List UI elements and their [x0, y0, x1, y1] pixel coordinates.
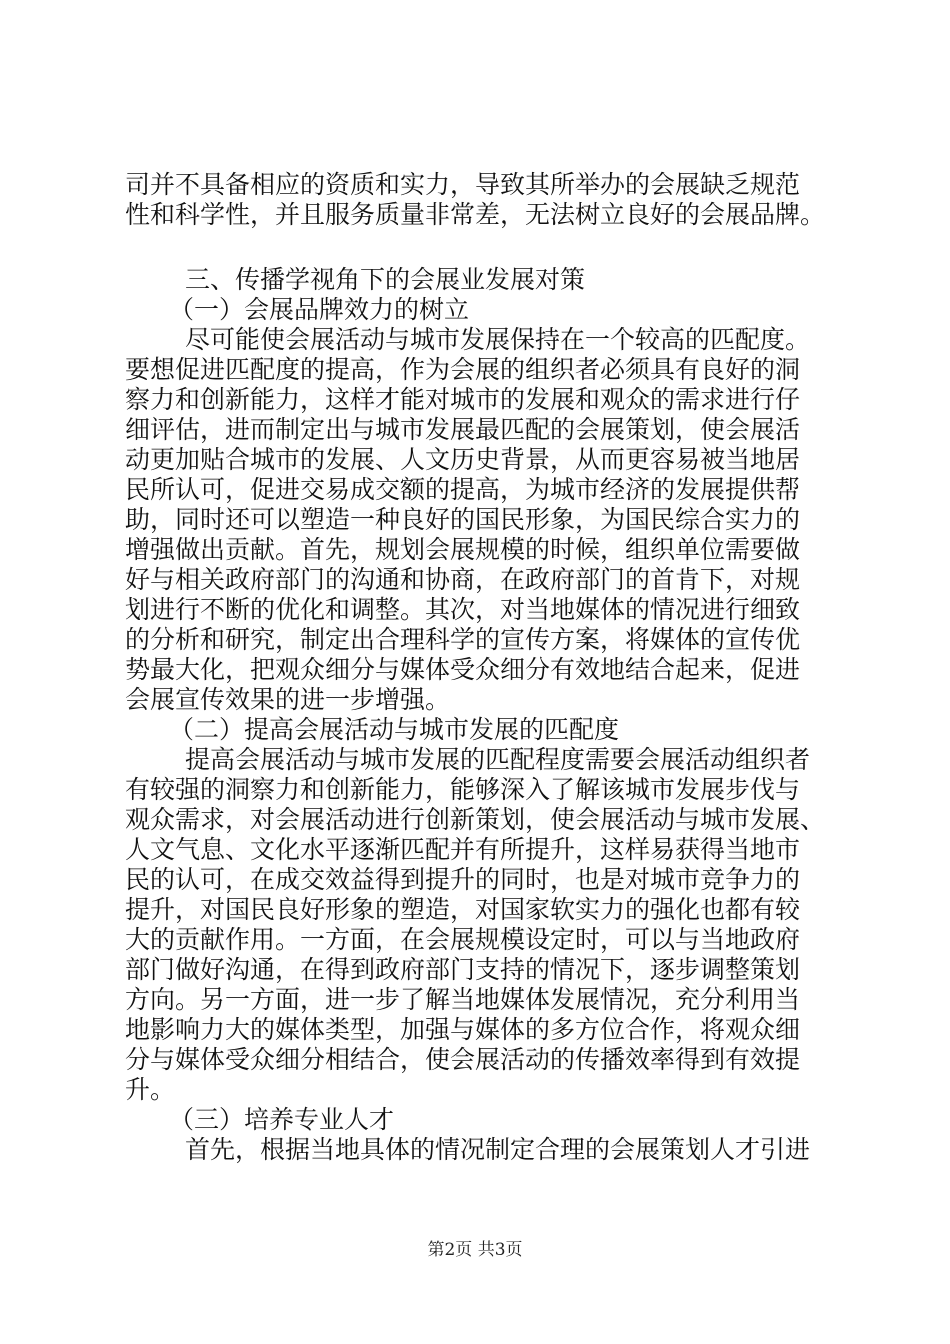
paragraph-gap — [125, 230, 860, 265]
text-line: 要想促进匹配度的提高，作为会展的组织者必须具有良好的洞 — [125, 355, 801, 384]
subsection-heading: （二）提高会展活动与城市发展的匹配度 — [169, 715, 620, 744]
text-line: 动更加贴合城市的发展、人文历史背景，从而更容易被当地居 — [125, 445, 801, 474]
section-heading: 三、传播学视角下的会展业发展对策 — [185, 265, 586, 294]
text-line: 分与媒体受众细分相结合，使会展活动的传播效率得到有效提 — [125, 1045, 801, 1074]
text-line: 司并不具备相应的资质和实力，导致其所举办的会展缺乏规范 — [125, 170, 801, 199]
text-line: 划进行不断的优化和调整。其次，对当地媒体的情况进行细致 — [125, 595, 801, 624]
text-line: 有较强的洞察力和创新能力，能够深入了解该城市发展步伐与 — [125, 775, 801, 804]
text-line: 好与相关政府部门的沟通和协商，在政府部门的首肯下，对规 — [125, 565, 801, 594]
subsection-heading: （一）会展品牌效力的树立 — [169, 295, 470, 324]
text-line: 民所认可，促进交易成交额的提高，为城市经济的发展提供帮 — [125, 475, 801, 504]
text-line: 部门做好沟通，在得到政府部门支持的情况下，逐步调整策划 — [125, 955, 801, 984]
subsection-heading: （三）培养专业人才 — [169, 1105, 395, 1134]
text-line: 势最大化，把观众细分与媒体受众细分有效地结合起来，促进 — [125, 655, 801, 684]
text-line: 地影响力大的媒体类型，加强与媒体的多方位合作，将观众细 — [125, 1015, 801, 1044]
text-line: 大的贡献作用。一方面，在会展规模设定时，可以与当地政府 — [125, 925, 801, 954]
text-line: 升。 — [125, 1075, 176, 1104]
text-line: 方向。另一方面，进一步了解当地媒体发展情况，充分利用当 — [125, 985, 801, 1014]
text-line: 性和科学性，并且服务质量非常差，无法树立良好的会展品牌。 — [125, 200, 826, 229]
text-line: 助，同时还可以塑造一种良好的国民形象，为国民综合实力的 — [125, 505, 801, 534]
text-line: 民的认可，在成交效益得到提升的同时，也是对城市竞争力的 — [125, 865, 801, 894]
paragraph-first-line: 提高会展活动与城市发展的匹配程度需要会展活动组织者 — [185, 745, 811, 774]
text-line: 人文气息、文化水平逐渐匹配并有所提升，这样易获得当地市 — [125, 835, 801, 864]
text-line: 察力和创新能力，这样才能对城市的发展和观众的需求进行仔 — [125, 385, 801, 414]
text-line: 观众需求，对会展活动进行创新策划，使会展活动与城市发展、 — [125, 805, 826, 834]
text-line: 的分析和研究，制定出合理科学的宣传方案，将媒体的宣传优 — [125, 625, 801, 654]
paragraph-first-line: 尽可能使会展活动与城市发展保持在一个较高的匹配度。 — [185, 325, 811, 354]
text-line: 细评估，进而制定出与城市发展最匹配的会展策划，使会展活 — [125, 415, 801, 444]
text-line: 提升，对国民良好形象的塑造，对国家软实力的强化也都有较 — [125, 895, 801, 924]
text-line: 增强做出贡献。首先，规划会展规模的时候，组织单位需要做 — [125, 535, 801, 564]
text-line: 会展宣传效果的进一步增强。 — [125, 685, 451, 714]
document-body — [125, 170, 860, 1165]
paragraph-first-line: 首先，根据当地具体的情况制定合理的会展策划人才引进 — [185, 1135, 811, 1164]
page-footer: 第2页 共3页 — [427, 1240, 523, 1260]
